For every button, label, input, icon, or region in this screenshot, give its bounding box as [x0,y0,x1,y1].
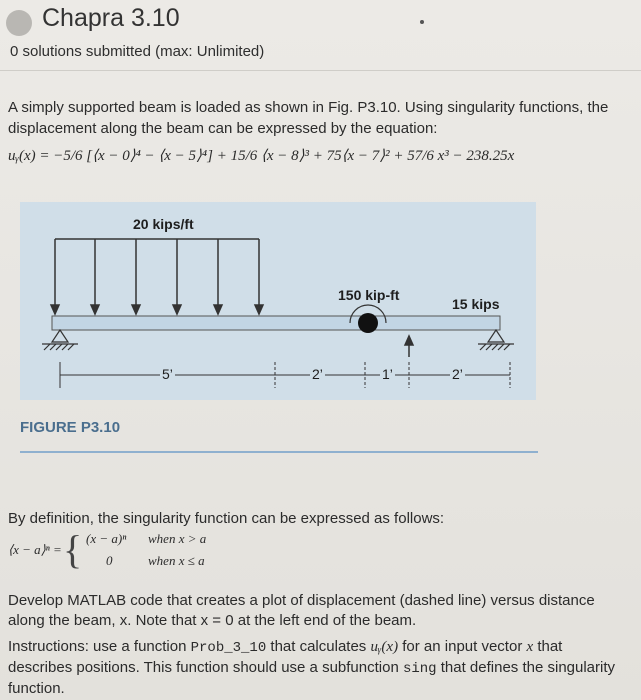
moment-label: 150 kip-ft [338,287,400,303]
displacement-equation: uᵧ(x) = −5/6 [⟨x − 0⟩⁴ − ⟨x − 5⟩⁴] + 15/6 ⟨x − 8⟩³ + 75⟨x − 7⟩² + 57/6 x³ − 238.25x [8,148,515,164]
instructions-part: that describes positions. This function should use a subfunction [8,638,563,676]
dimension-label-5ft: 5’ [162,366,173,382]
instructions-text [8,637,630,699]
instructions-part: that calculates [266,638,371,655]
header-divider [0,70,641,71]
function-name: Prob_3_10 [190,640,267,656]
dimension-label-2ft-a: 2’ [312,366,323,382]
brace-symbol: { [63,527,83,572]
instructions-part: that defines the singularity function. [8,659,616,697]
beam [52,316,500,330]
case1-condition: when x > a [148,531,207,546]
subfunction-name: sing [402,661,437,677]
status-indicator-icon [6,10,32,36]
caption-divider [20,451,538,453]
point-load-arrow [405,336,413,357]
instructions-part: for an input vector [398,638,527,655]
figure-caption: FIGURE P3.10 [20,419,121,436]
uy-symbol: uᵧ(x) [370,639,399,655]
singularity-lhs: ⟨x − a⟩ⁿ = [8,542,62,557]
page-title: Chapra 3.10 [42,4,180,32]
dimension-label-2ft-b: 2’ [452,366,463,382]
left-pin-support [42,330,78,350]
point-load-label: 15 kips [452,296,500,312]
dimension-label-1ft: 1’ [382,366,393,382]
case2-value: 0 [106,553,113,568]
case2-condition: when x ≤ a [148,553,205,568]
instructions-part: Instructions: use a function [8,638,191,655]
distributed-load-label: 20 kips/ft [133,216,194,232]
distributed-load-arrows [51,239,263,314]
case1-value: (x − a)ⁿ [86,531,127,546]
problem-intro: A simply supported beam is loaded as shown in Fig. P3.10. Using singularity functions, the displacement along the beam can be expressed by the equation: [8,99,609,137]
beam-figure [20,202,536,400]
right-roller-support [478,330,514,350]
submission-count: 0 solutions submitted (max: Unlimited) [10,43,265,60]
x-symbol: x [526,639,534,655]
dimension-line [60,362,510,388]
mouse-cursor-dot [420,20,424,24]
definition-text: By definition, the singularity function can be expressed as follows: [8,510,445,527]
task-text: Develop MATLAB code that creates a plot of displacement (dashed line) versus distance along the beam, x. Note that x = 0 at the left end of the beam. [8,592,595,629]
